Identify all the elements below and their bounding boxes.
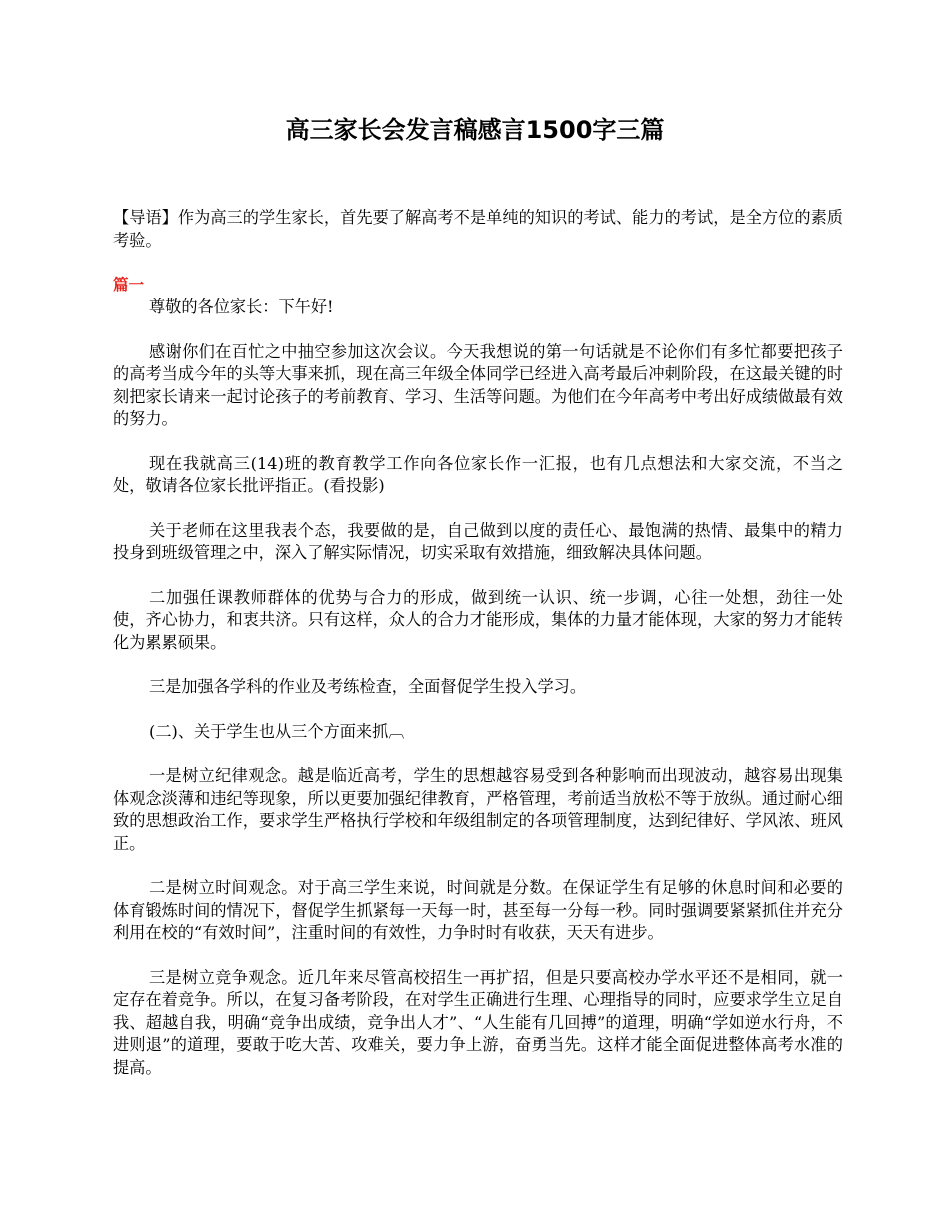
body-paragraph: 二加强任课教师群体的优势与合力的形成，做到统一认识、统一步调，心往一处想，劲往一处使，齐心协力，和衷共济。只有这样，众人的合力才能形成，集体的力量才能体现，大家的努力才能转化为累累硕果。 [113,587,843,652]
intro-paragraph: 【导语】作为高三的学生家长，首先要了解高考不是单纯的知识的考试、能力的考试，是全方位的素质考验。 [113,208,843,250]
body-paragraph: 一是树立纪律观念。越是临近高考，学生的思想越容易受到各种影响而出现波动，越容易出现集体观念淡薄和违纪等现象，所以更要加强纪律教育，严格管理，考前适当放松不等于放纵。通过耐心细致的思想政治工作，要求学生严格执行学校和年级组制定的各项管理制度，达到纪律好、学风浓、班风正。 [113,766,843,853]
body-paragraph: 三是加强各学科的作业及考练检查，全面督促学生投入学习。 [149,677,587,696]
body-paragraph: 三是树立竞争观念。近几年来尽管高校招生一再扩招，但是只要高校办学水平还不是相同，就一定存在着竞争。所以，在复习备考阶段，在对学生正确进行生理、心理指导的同时，应要求学生立足自我、超越自我，明确“竞争出成绩，竞争出人才”、“人生能有几回搏”的道理，明确“学如逆水行舟，不进则退”的道理，要敢于吃大苦、攻难关，要力争上游，奋勇当先。这样才能全面促进整体高考水准的提高。 [113,967,843,1077]
document-body [113,207,843,1101]
body-paragraph: (二)、关于学生也从三个方面来抓︹ [149,721,405,741]
page-title: 高三家长会发言稿感言1500字三篇 [285,116,665,144]
section-heading: 篇一 [113,276,145,294]
body-paragraph: 现在我就高三(14)班的教育教学工作向各位家长作一汇报，也有几点想法和大家交流，不当之处，敬请各位家长批评指正。(看投影) [113,453,843,495]
body-paragraph: 二是树立时间观念。对于高三学生来说，时间就是分数。在保证学生有足够的休息时间和必要的体育锻炼时间的情况下，督促学生抓紧每一天每一时，甚至每一分每一秒。同时强调要紧紧抓住并充分利用在校的“有效时间”，注重时间的有效性，力争时时有收获，天天有进步。 [113,878,843,942]
body-paragraph: 感谢你们在百忙之中抽空参加这次会议。今天我想说的第一句话就是不论你们有多忙都要把孩子的高考当成今年的头等大事来抓，现在高三年级全体同学已经进入高考最后冲刺阶段，在这最关键的时刻把家长请来一起讨论孩子的考前教育、学习、生活等问题。为他们在今年高考中考出好成绩做最有效的努力。 [113,341,843,428]
greeting-paragraph: 尊敬的各位家长：下午好! [149,297,334,316]
body-paragraph: 关于老师在这里我表个态，我要做的是，自己做到以度的责任心、最饱满的热情、最集中的精力投身到班级管理之中，深入了解实际情况，切实采取有效措施，细致解决具体问题。 [113,520,843,562]
